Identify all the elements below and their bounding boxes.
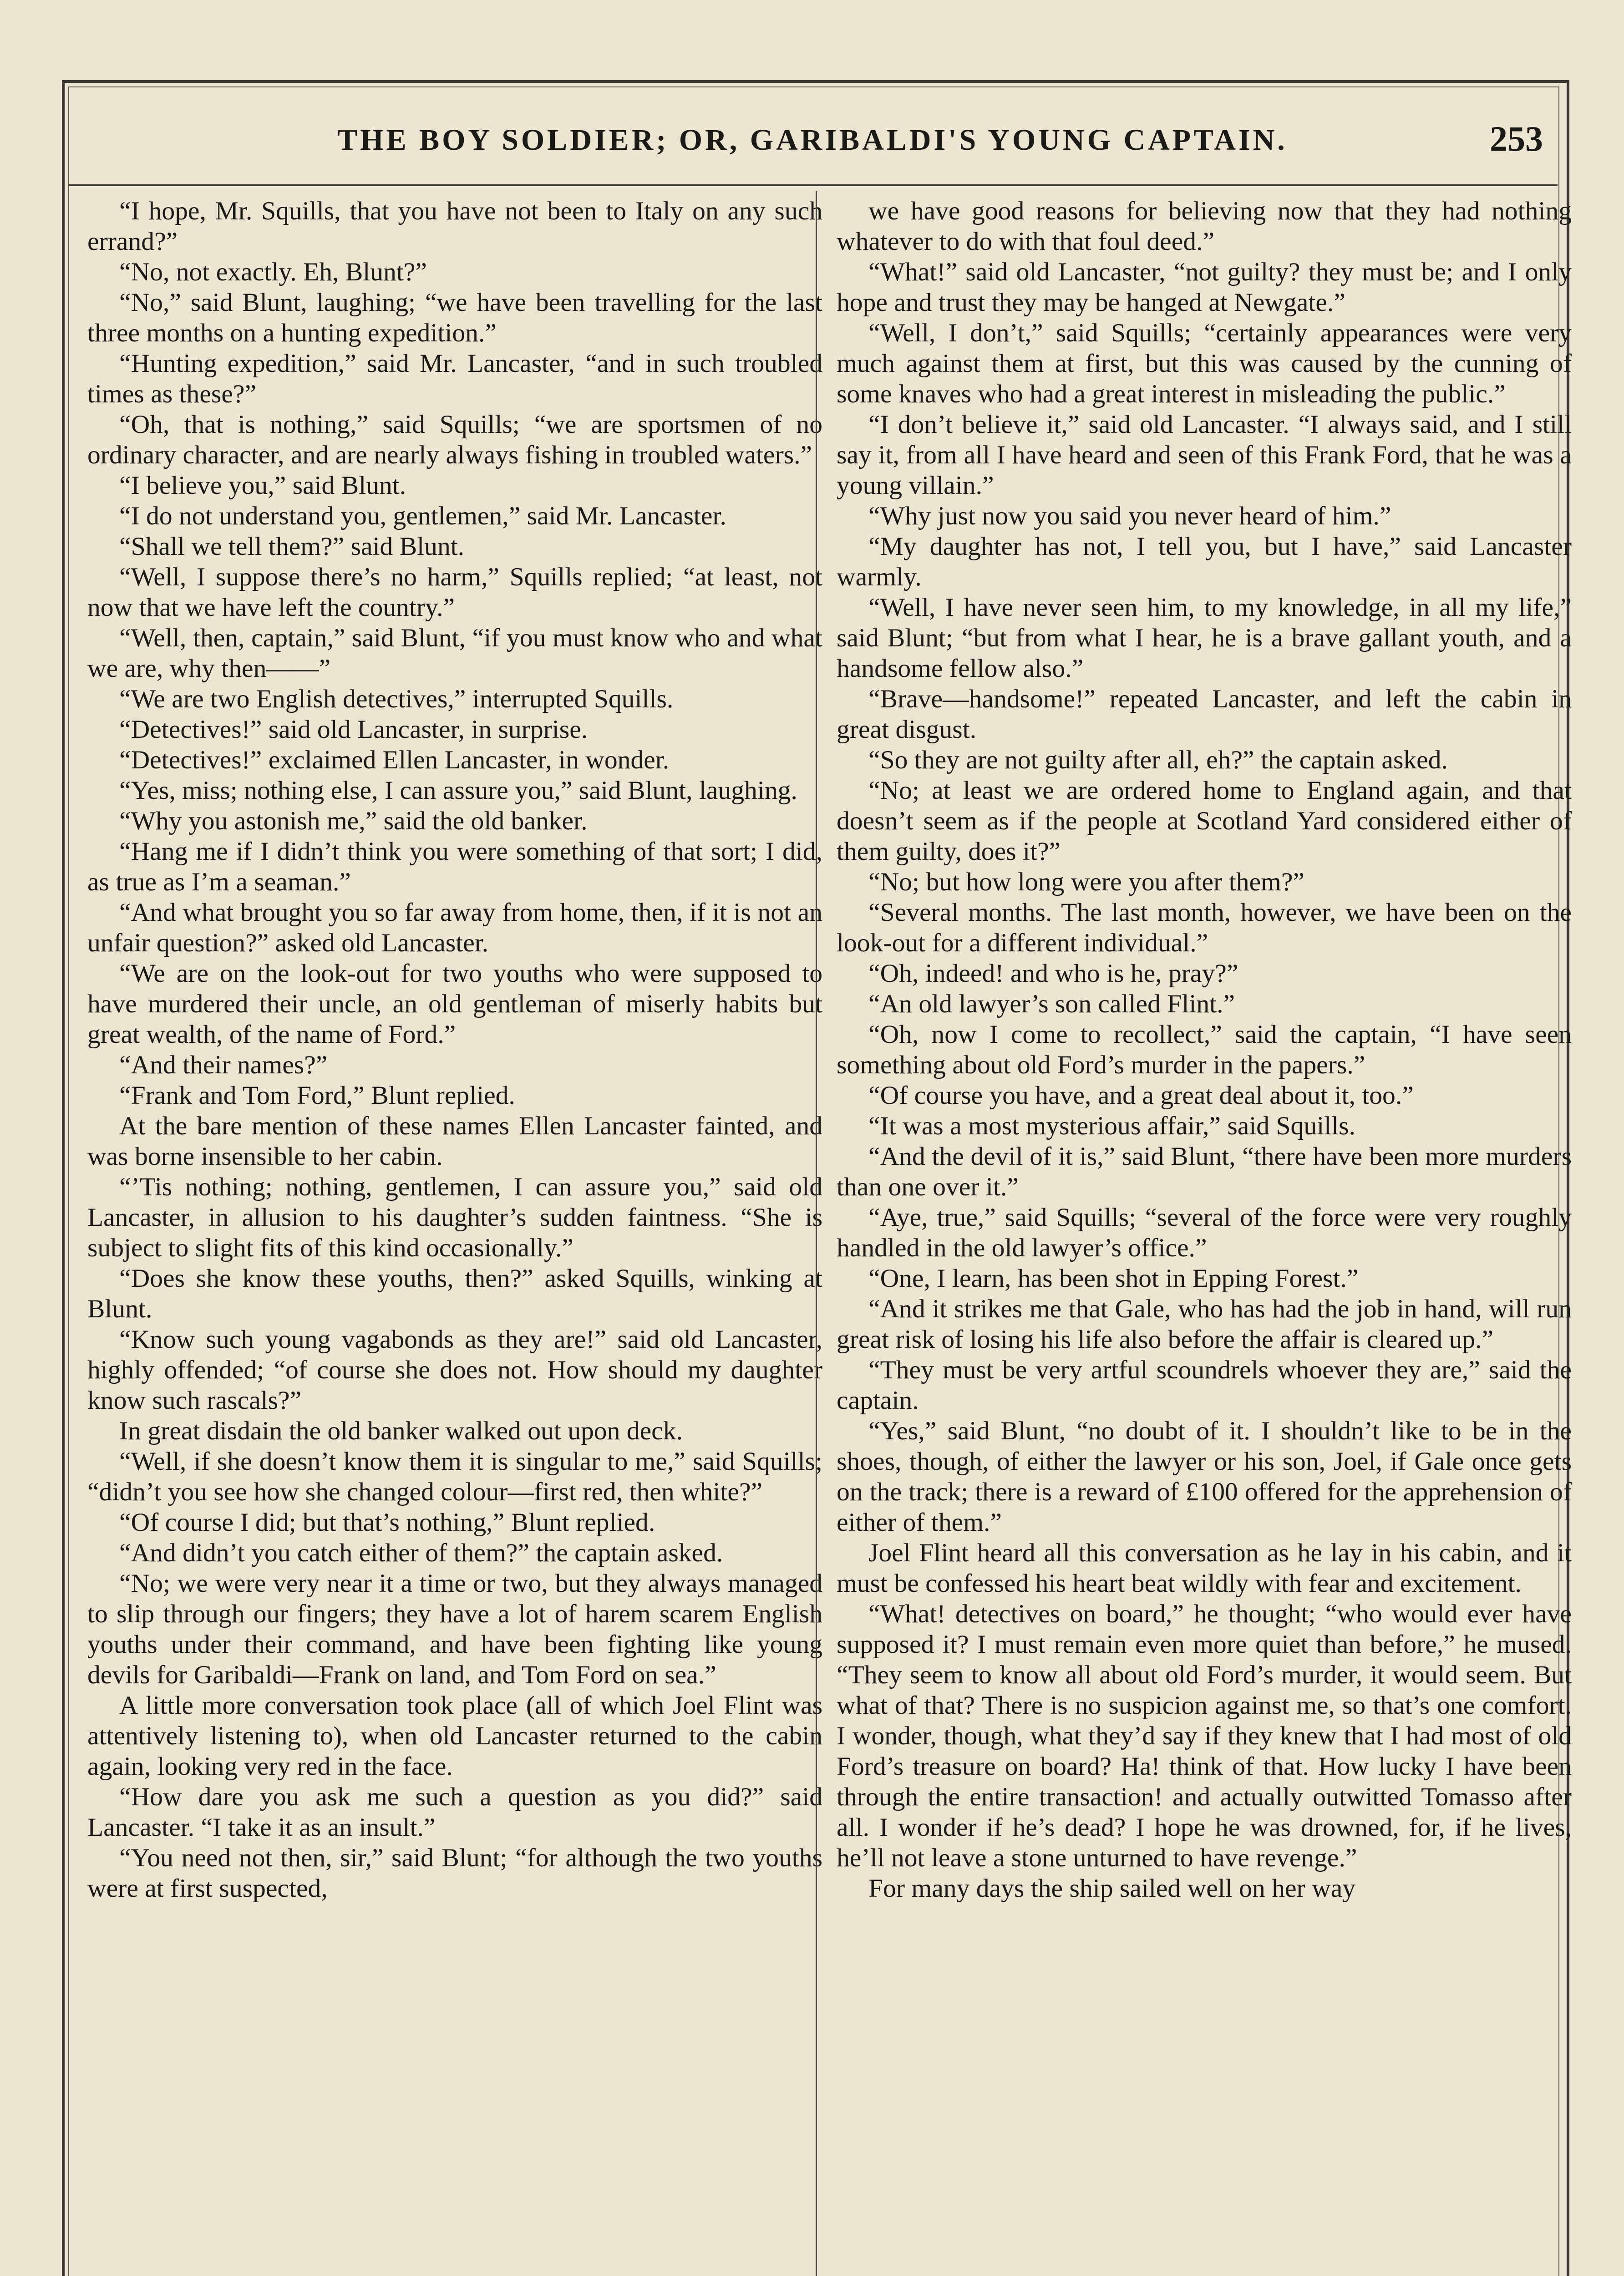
paragraph: “Detectives!” exclaimed Ellen Lancaster, in wonder. [119, 746, 670, 774]
paragraph: “My daughter has not, I tell you, but I have,” said Lancaster warmly. [837, 532, 1572, 591]
paragraph: “You need not then, sir,” said Blunt; “for although the two youths were at first suspected, [87, 1844, 822, 1903]
paragraph: “Does she know these youths, then?” asked Squills, winking at Blunt. [87, 1264, 822, 1323]
paragraph: “Well, then, captain,” said Blunt, “if you must know who and what we are, why then——” [87, 624, 822, 683]
paragraph: “One, I learn, has been shot in Epping Forest.” [868, 1264, 1359, 1293]
paragraph: “And their names?” [119, 1051, 328, 1079]
paragraph: “Well, I don’t,” said Squills; “certainly appearances were very much against them at first, but this was caused by the cunning of some knaves who had a great interest in misleading the public.” [837, 319, 1572, 408]
paragraph: “I believe you,” said Blunt. [119, 471, 406, 500]
paragraph: “No; we were very near it a time or two, but they always managed to slip through our fingers; they have a lot of harem scarem English youths under their command, and have been fighting like young devils for Garibaldi—Frank on land, and Tom Ford on sea.” [87, 1569, 822, 1689]
paragraph: “And what brought you so far away from home, then, if it is not an unfair question?” asked old Lancaster. [87, 898, 822, 957]
paragraph: “Know such young vagabonds as they are!” said old Lancaster, highly offended; “of course she does not. How should my daughter know such rascals?” [87, 1325, 822, 1415]
paragraph: “Well, if she doesn’t know them it is singular to me,” said Squills; “didn’t you see how she changed colour—first red, then white?” [87, 1447, 822, 1506]
paragraph: “Yes, miss; nothing else, I can assure you,” said Blunt, laughing. [119, 776, 797, 805]
paragraph: “What!” said old Lancaster, “not guilty? they must be; and I only hope and trust they may be hanged at Newgate.” [837, 258, 1572, 317]
paragraph: “’Tis nothing; nothing, gentlemen, I can assure you,” said old Lancaster, in allusion to his daughter’s sudden faintness. “She is subject to slight fits of this kind occasionally.” [87, 1173, 822, 1262]
left-column [87, 196, 822, 2276]
paragraph: A little more conversation took place (all of which Joel Flint was attentively listening to), when old Lancaster returned to the cabin again, looking very red in the face. [87, 1691, 822, 1781]
paragraph: “Frank and Tom Ford,” Blunt replied. [119, 1081, 515, 1110]
paragraph: “How dare you ask me such a question as you did?” said Lancaster. “I take it as an insult.” [87, 1783, 822, 1842]
paragraph: “Oh, that is nothing,” said Squills; “we are sportsmen of no ordinary character, and are nearly always fishing in troubled waters.” [87, 410, 822, 469]
paragraph: “Shall we tell them?” said Blunt. [119, 532, 465, 561]
paragraph: “I do not understand you, gentlemen,” said Mr. Lancaster. [119, 502, 726, 530]
paragraph: “Detectives!” said old Lancaster, in surprise. [119, 715, 588, 744]
paragraph: “And the devil of it is,” said Blunt, “there have been more murders than one over it.” [837, 1142, 1572, 1201]
paragraph: “Why just now you said you never heard of him.” [868, 502, 1391, 530]
paragraph: Joel Flint heard all this conversation as he lay in his cabin, and it must be confessed his heart beat wildly with fear and excitement. [837, 1539, 1572, 1598]
paragraph: “Oh, now I come to recollect,” said the captain, “I have seen something about old Ford’s murder in the papers.” [837, 1020, 1572, 1079]
paragraph: “Of course I did; but that’s nothing,” Blunt replied. [119, 1508, 655, 1537]
paragraph: “We are two English detectives,” interrupted Squills. [119, 685, 674, 713]
paragraph: “Several months. The last month, however, we have been on the look-out for a different individual.” [837, 898, 1572, 957]
paragraph: “They must be very artful scoundrels whoever they are,” said the captain. [837, 1356, 1572, 1415]
paragraph: “Well, I have never seen him, to my knowledge, in all my life,” said Blunt; “but from what I hear, he is a brave gallant youth, and a handsome fellow also.” [837, 593, 1572, 683]
page-number: 253 [1490, 119, 1543, 158]
paragraph: “Oh, indeed! and who is he, pray?” [868, 959, 1238, 988]
paragraph: “And it strikes me that Gale, who has had the job in hand, will run great risk of losing his life also before the affair is cleared up.” [837, 1295, 1572, 1354]
right-column [837, 196, 1572, 2276]
paragraph: “What! detectives on board,” he thought; “who would ever have supposed it? I must remain even more quiet than before,” he mused. “They seem to know all about old Ford’s murder, it would seem. But what of that? There is no suspicion against me, so that’s one comfort. I wonder, though, what they’d say if they knew that I had most of old Ford’s treasure on board? Ha! think of that. How lucky I have been through the entire transaction! and actually outwitted Tomasso after all. I wonder if he’s dead? I hope he was drowned, for, if he lives, he’ll not leave a stone unturned to have revenge.” [837, 1600, 1572, 1872]
paragraph: “Hunting expedition,” said Mr. Lancaster, “and in such troubled times as these?” [87, 349, 822, 408]
paragraph: “Of course you have, and a great deal about it, too.” [868, 1081, 1414, 1110]
paragraph: “Hang me if I didn’t think you were something of that sort; I did, as true as I’m a seaman.” [87, 837, 822, 896]
paragraph: “An old lawyer’s son called Flint.” [868, 990, 1235, 1018]
paragraph: “We are on the look-out for two youths who were supposed to have murdered their uncle, an old gentleman of miserly habits but great wealth, of the name of Ford.” [87, 959, 822, 1049]
page-header [82, 114, 1543, 168]
paragraph: “No; but how long were you after them?” [868, 868, 1304, 896]
paragraph: “It was a most mysterious affair,” said Squills. [868, 1112, 1355, 1140]
paragraph: At the bare mention of these names Ellen Lancaster fainted, and was borne insensible to her cabin. [87, 1112, 822, 1171]
paragraph: “No, not exactly. Eh, Blunt?” [119, 258, 427, 286]
running-title: THE BOY SOLDIER; OR, GARIBALDI'S YOUNG CAPTAIN. [337, 123, 1288, 157]
paragraph: we have good reasons for believing now that they had nothing whatever to do with that foul deed.” [837, 197, 1572, 256]
paragraph: “Well, I suppose there’s no harm,” Squills replied; “at least, not now that we have left the country.” [87, 563, 822, 622]
column-divider [816, 191, 817, 2276]
paragraph: “No,” said Blunt, laughing; “we have been travelling for the last three months on a hunting expedition.” [87, 288, 822, 347]
paragraph: “I don’t believe it,” said old Lancaster. “I always said, and I still say it, from all I have heard and seen of this Frank Ford, that he was a young villain.” [837, 410, 1572, 500]
paragraph: “Why you astonish me,” said the old banker. [119, 807, 588, 835]
paragraph: “So they are not guilty after all, eh?” the captain asked. [868, 746, 1448, 774]
header-rule [68, 184, 1558, 186]
paragraph: In great disdain the old banker walked out upon deck. [119, 1417, 683, 1445]
paragraph: “And didn’t you catch either of them?” the captain asked. [119, 1539, 723, 1567]
paragraph: “Aye, true,” said Squills; “several of the force were very roughly handled in the old lawyer’s office.” [837, 1203, 1572, 1262]
paragraph: “No; at least we are ordered home to England again, and that doesn’t seem as if the people at Scotland Yard considered either of them guilty, does it?” [837, 776, 1572, 866]
paragraph: “I hope, Mr. Squills, that you have not been to Italy on any such errand?” [87, 197, 822, 256]
paragraph: “Yes,” said Blunt, “no doubt of it. I shouldn’t like to be in the shoes, though, of either the lawyer or his son, Joel, if Gale once gets on the track; there is a reward of £100 offered for the apprehension of either of them.” [837, 1417, 1572, 1537]
paragraph: For many days the ship sailed well on her way [868, 1874, 1356, 1903]
paragraph: “Brave—handsome!” repeated Lancaster, and left the cabin in great disgust. [837, 685, 1572, 744]
